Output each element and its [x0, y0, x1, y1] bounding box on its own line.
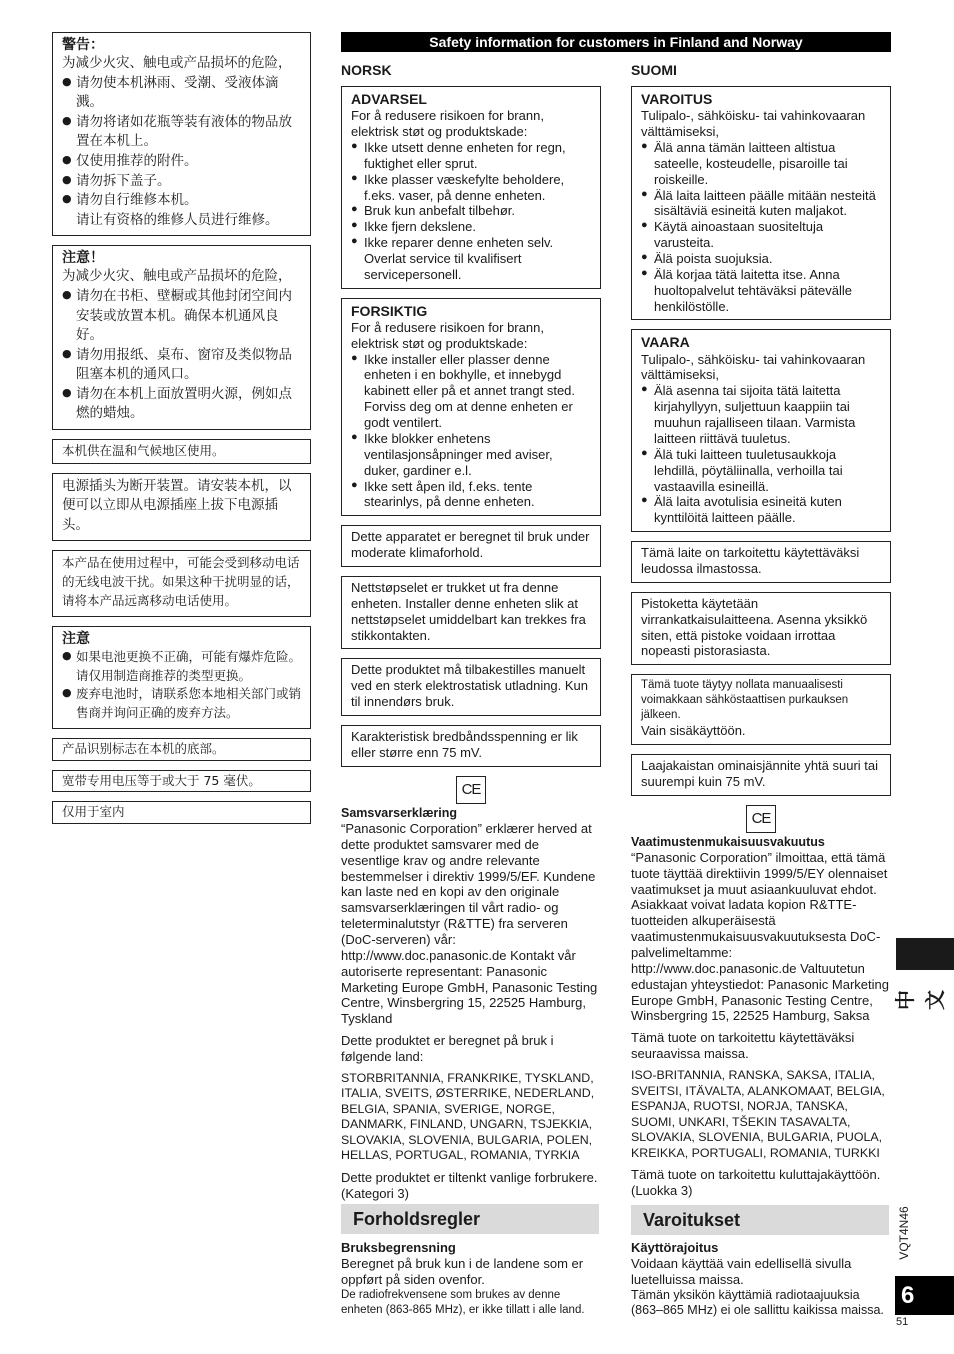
no-forsiktig-title: FORSIKTIG	[351, 302, 428, 319]
no-plug-box	[341, 576, 601, 649]
list-item: ● Ikke plasser væskefylte beholdere, f.eks. vaser, på denne enheten.	[351, 172, 591, 204]
list-item: ● Ikke blokker enhetens ventilasjonsåpninger med aviser, duker, gardiner e.l.	[351, 431, 591, 479]
cn-voltage-box	[52, 770, 311, 793]
list-item: ● 仅使用推荐的附件。	[62, 152, 301, 172]
list-item: ● Älä asenna tai sijoita tätä laitetta kirjahyllyyn, suljettuun kaappiin tai muuhun rajalliseen tilaan. Varmista laitteen riittävä tuuletus.	[641, 383, 881, 446]
ce-mark-icon: CE	[746, 805, 776, 833]
cn-plug-text: 电源插头为断开装置。请安装本机，以便可以立即从电源插座上拔下电源插头。	[62, 477, 292, 533]
list-item: ● 请勿在书柜、壁橱或其他封闭空间内安装或放置本机。确保本机通风良好。	[62, 287, 301, 346]
no-countries-intro: Dette produktet er beregnet på bruk i følgende land:	[341, 1033, 554, 1064]
no-advarsel-title: ADVARSEL	[351, 91, 427, 108]
no-voltage-box	[341, 725, 601, 767]
cn-warning-note: 请让有资格的维修人员进行维修。	[76, 211, 279, 228]
fi-countries: ISO-BRITANNIA, RANSKA, SAKSA, ITALIA, SVEITSI, ITÄVALTA, ALANKOMAAT, BELGIA, ESPANJA, RUOTSI, NORJA, TANSKA, SUOMI, UNKARI, TŠEKIN TASAVALTA, SLOVAKIA, SLOVENIA, BULGARIA, PUOLA, KREIKKA, PORTUGALI, ROMANIA, TURKKI	[631, 1068, 885, 1160]
cn-climate-text: 本机供在温和气候地区使用。	[62, 442, 225, 458]
cn-label-box	[52, 738, 311, 761]
chinese-column	[52, 32, 311, 833]
cn-plug-box	[52, 473, 311, 542]
cn-voltage-text: 宽带专用电压等于或大于 75 毫伏。	[62, 772, 261, 788]
fi-varoitus-intro: Tulipalo-, sähköisku- tai vahinkovaaran välttämiseksi,	[641, 108, 866, 140]
fi-sub-small: Tämän yksikön käyttämiä radiotaajuuksia (863–865 MHz) ei ole sallittu kaikissa maissa.	[631, 1287, 884, 1317]
fi-decl-title: Vaatimustenmukaisuusvakuutus	[631, 834, 825, 849]
no-advarsel-box	[341, 86, 601, 289]
list-item: ● Bruk kun anbefalt tilbehør.	[351, 203, 591, 219]
list-item: ● Älä korjaa tätä laitetta itse. Anna huoltopalvelut tehtäväksi pätevälle henkilöstölle.	[641, 267, 881, 315]
finland-norway-banner: Safety information for customers in Finland and Norway	[341, 32, 891, 52]
list-item: ● Älä tuki laitteen tuuletusaukkoja lehdillä, pöytäliinalla, verhoilla tai vastaavilla esineillä.	[641, 447, 881, 495]
list-item: ● Ikke sett åpen ild, f.eks. tente stearinlys, på denne enheten.	[351, 479, 591, 511]
fi-climate-box	[631, 541, 891, 583]
cn-caution-title: 注意！	[62, 250, 104, 267]
cn-caution-intro: 为减少火灾、触电或产品损坏的危险，	[62, 268, 292, 285]
fi-ce-wrap	[631, 805, 891, 833]
fi-section-heading: Varoitukset	[631, 1205, 889, 1235]
fi-decl-text: “Panasonic Corporation” ilmoittaa, että tämä tuote täyttää direktiivin 1999/5/EY olennaiset vaatimukset ja muut asiaankuuluvat ehdot. Asiakkaat voivat ladata kopion R&TTE-tuotteiden alkuperäisestä vaatimustenmukaisuusvakuutuksesta DoC-palvelimeltamme: http://www.doc.panasonic.de Valtuutetun edustajan yhteystiedot: Panasonic Marketing Europe GmbH, Panasonic Testing Centre, Winsbergring 15, 22525 Hamburg, Saksa	[631, 849, 889, 1024]
fi-plug-box	[631, 592, 891, 665]
fi-varoitus-title: VAROITUS	[641, 91, 713, 108]
no-sub-title: Bruksbegrensning	[341, 1240, 456, 1255]
ce-mark-icon: CE	[456, 776, 486, 804]
no-forsiktig-intro: For å redusere risikoen for brann, elektrisk støt og produktskade:	[351, 319, 544, 351]
no-climate-box	[341, 525, 601, 567]
suomi-column	[631, 62, 891, 1199]
list-item: ● Ikke fjern dekslene.	[351, 219, 591, 235]
list-item: ● Ikke utsett denne enheten for regn, fuktighet eller sprut.	[351, 140, 591, 172]
cn-caution-list	[62, 287, 301, 424]
no-sub-text: Beregnet på bruk kun i de landene som er oppført på siden ovenfor.	[341, 1255, 584, 1287]
fi-vaara-intro: Tulipalo-, sähköisku- tai vahinkovaaran välttämiseksi,	[641, 351, 866, 383]
list-item: ● Älä laita laitteen päälle mitään nesteitä sisältäviä esineitä kuten maljakot.	[641, 188, 881, 220]
no-sub-small: De radiofrekvensene som brukes av denne enheten (863-865 MHz), er ikke tillatt i alle land.	[341, 1288, 585, 1316]
list-item: ● Älä poista suojuksia.	[641, 251, 881, 267]
no-countries: STORBRITANNIA, FRANKRIKE, TYSKLAND, ITALIA, SVEITS, ØSTERRIKE, NEDERLAND, BELGIA, SPANIA, SVERIGE, NORGE, DANMARK, FINLAND, UNGARN, TSJEKKIA, SLOVAKIA, SLOVENIA, BULGARIA, POLEN, HELLAS, PORTUGAL, ROMANIA, TYRKIA	[341, 1070, 595, 1163]
fi-plug-text: Pistoketta käytetään virrankatkaisulaitteena. Asenna yksikkö siten, että pistoke voidaan irrottaa nopeasti pistorasiasta.	[641, 595, 868, 659]
cn-mobile-text: 本产品在使用过程中，可能会受到移动电话的无线电波干扰。如果这种干扰明显的话，请将本产品远离移动电话使用。	[62, 555, 300, 608]
cn-warning-title: 警告：	[62, 37, 104, 53]
no-advarsel-list	[351, 140, 591, 283]
suomi-heading: SUOMI	[631, 62, 677, 78]
list-item: ● 请勿使本机淋雨、受潮、受液体滴溅。	[62, 74, 301, 113]
cn-battery-box	[52, 626, 311, 729]
no-decl-text: “Panasonic Corporation” erklærer herved at dette produktet samsvarer med de vesentlige krav og andre relevante bestemmelser i direktiv 1999/5/EF. Kundene kan laste ned en kopi av den originale samsvarserklæringen til vårt radio- og teleterminalutstyr (R&TTE) fra serveren (DoC-serveren) vår: http://www.doc.panasonic.de Kontakt vår autoriserte representant: Panasonic Marketing Europe GmbH, Panasonic Testing Centre, Winsbergring 15, 22525 Hamburg, Tyskland	[341, 820, 598, 1027]
fi-vaara-title: VAARA	[641, 334, 690, 351]
list-item: ● 请勿自行维修本机。	[62, 191, 301, 211]
no-advarsel-intro: For å redusere risikoen for brann, elektrisk støt og produktskade:	[351, 108, 544, 140]
list-item: ● 请勿在本机上面放置明火源，例如点燃的蜡烛。	[62, 385, 301, 424]
fi-reset-indoor: Vain sisäkäyttöön.	[641, 723, 746, 739]
language-tab-marker	[896, 938, 954, 970]
cn-warning-box	[52, 32, 311, 236]
fi-varoitus-list	[641, 140, 881, 314]
fi-voltage-text: Laajakaistan ominaisjännite yhtä suuri tai suurempi kuin 75 mV.	[641, 757, 879, 789]
fi-category: Tämä tuote on tarkoitettu kuluttajakäyttöön. (Luokka 3)	[631, 1167, 881, 1198]
page-number-small: 51	[896, 1316, 909, 1328]
cn-mobile-box	[52, 550, 311, 616]
fi-vaara-box	[631, 329, 891, 532]
list-item: ● Ikke installer eller plasser denne enheten i en bokhylle, et innebygd kabinett eller på et annet trangt sted. Forviss deg om at denne enheten er godt ventilert.	[351, 352, 591, 431]
list-item: ● Älä anna tämän laitteen altistua sateelle, kosteudelle, pisaroille tai roiskeille.	[641, 140, 881, 188]
no-forsiktig-box	[341, 298, 601, 517]
cn-caution-box	[52, 245, 311, 430]
language-tab-label: 中文	[893, 990, 947, 1010]
fi-vaara-list	[641, 383, 881, 526]
no-ce-wrap	[341, 776, 601, 804]
no-reset-box	[341, 658, 601, 716]
no-voltage-text: Karakteristisk bredbåndsspenning er lik eller større enn 75 mV.	[351, 728, 578, 760]
no-climate-text: Dette apparatet er beregnet til bruk under moderate klimaforhold.	[351, 529, 590, 561]
no-decl-title: Samsvarserklæring	[341, 805, 458, 820]
list-item: ● Käytä ainoastaan suositeltuja varusteita.	[641, 219, 881, 251]
norsk-column	[341, 62, 601, 1202]
no-section-body	[341, 1240, 603, 1317]
no-section-heading: Forholdsregler	[341, 1204, 599, 1234]
document-code: VQT4N46	[897, 1206, 911, 1260]
cn-label-text: 产品识别标志在本机的底部。	[62, 740, 225, 756]
fi-varoitus-box	[631, 86, 891, 320]
fi-reset-small: Tämä tuote täytyy nollata manuaalisesti voimakkaan sähköstaattisen purkauksen jälkeen.	[641, 679, 849, 722]
fi-section-body	[631, 1240, 893, 1318]
cn-climate-box	[52, 439, 311, 464]
norsk-heading: NORSK	[341, 62, 392, 78]
no-forsiktig-list	[351, 352, 591, 511]
list-item: ● 请勿将诸如花瓶等装有液体的物品放置在本机上。	[62, 113, 301, 152]
list-item: ● 请勿拆下盖子。	[62, 172, 301, 192]
cn-battery-title: 注意	[62, 630, 90, 647]
fi-countries-intro: Tämä tuote on tarkoitettu käytettäväksi seuraavissa maissa.	[631, 1030, 855, 1062]
fi-sub-title: Käyttörajoitus	[631, 1240, 719, 1255]
list-item: ● 请勿用报纸、桌布、窗帘及类似物品阻塞本机的通风口。	[62, 346, 301, 385]
list-item: ● 如果电池更换不正确，可能有爆炸危险。请仅用制造商推荐的类型更换。	[62, 648, 301, 686]
cn-warning-intro: 为减少火灾、触电或产品损坏的危险，	[62, 55, 292, 72]
fi-voltage-box	[631, 754, 891, 796]
no-plug-text: Nettstøpselet er trukket ut fra denne enheten. Installer denne enheten slik at nettstøpselet umiddelbart kan trekkes fra stikkontakten.	[351, 579, 586, 643]
page-number-badge: 6	[895, 1276, 954, 1315]
no-reset-text: Dette produktet må tilbakestilles manuelt ved en sterk elektrostatisk utladning. Kun til innendørs bruk.	[351, 662, 589, 710]
cn-battery-list	[62, 648, 301, 723]
list-item: ● Älä laita avotulisia esineitä kuten kynttilöitä laitteen päälle.	[641, 494, 881, 526]
cn-warning-list	[62, 74, 301, 211]
no-category: Dette produktet er tiltenkt vanlige forbrukere. (Kategori 3)	[341, 1169, 598, 1201]
cn-indoor-box	[52, 801, 311, 824]
fi-sub-text: Voidaan käyttää vain edellisellä sivulla luetelluissa maissa.	[631, 1255, 852, 1287]
cn-indoor-text: 仅用于室内	[62, 804, 125, 820]
list-item: ● Ikke reparer denne enheten selv. Overlat service til kvalifisert servicepersonell.	[351, 235, 591, 283]
fi-reset-box	[631, 674, 891, 745]
fi-climate-text: Tämä laite on tarkoitettu käytettäväksi leudossa ilmastossa.	[641, 545, 860, 576]
list-item: ● 废弃电池时，请联系您本地相关部门或销售商并询问正确的废弃方法。	[62, 685, 301, 723]
